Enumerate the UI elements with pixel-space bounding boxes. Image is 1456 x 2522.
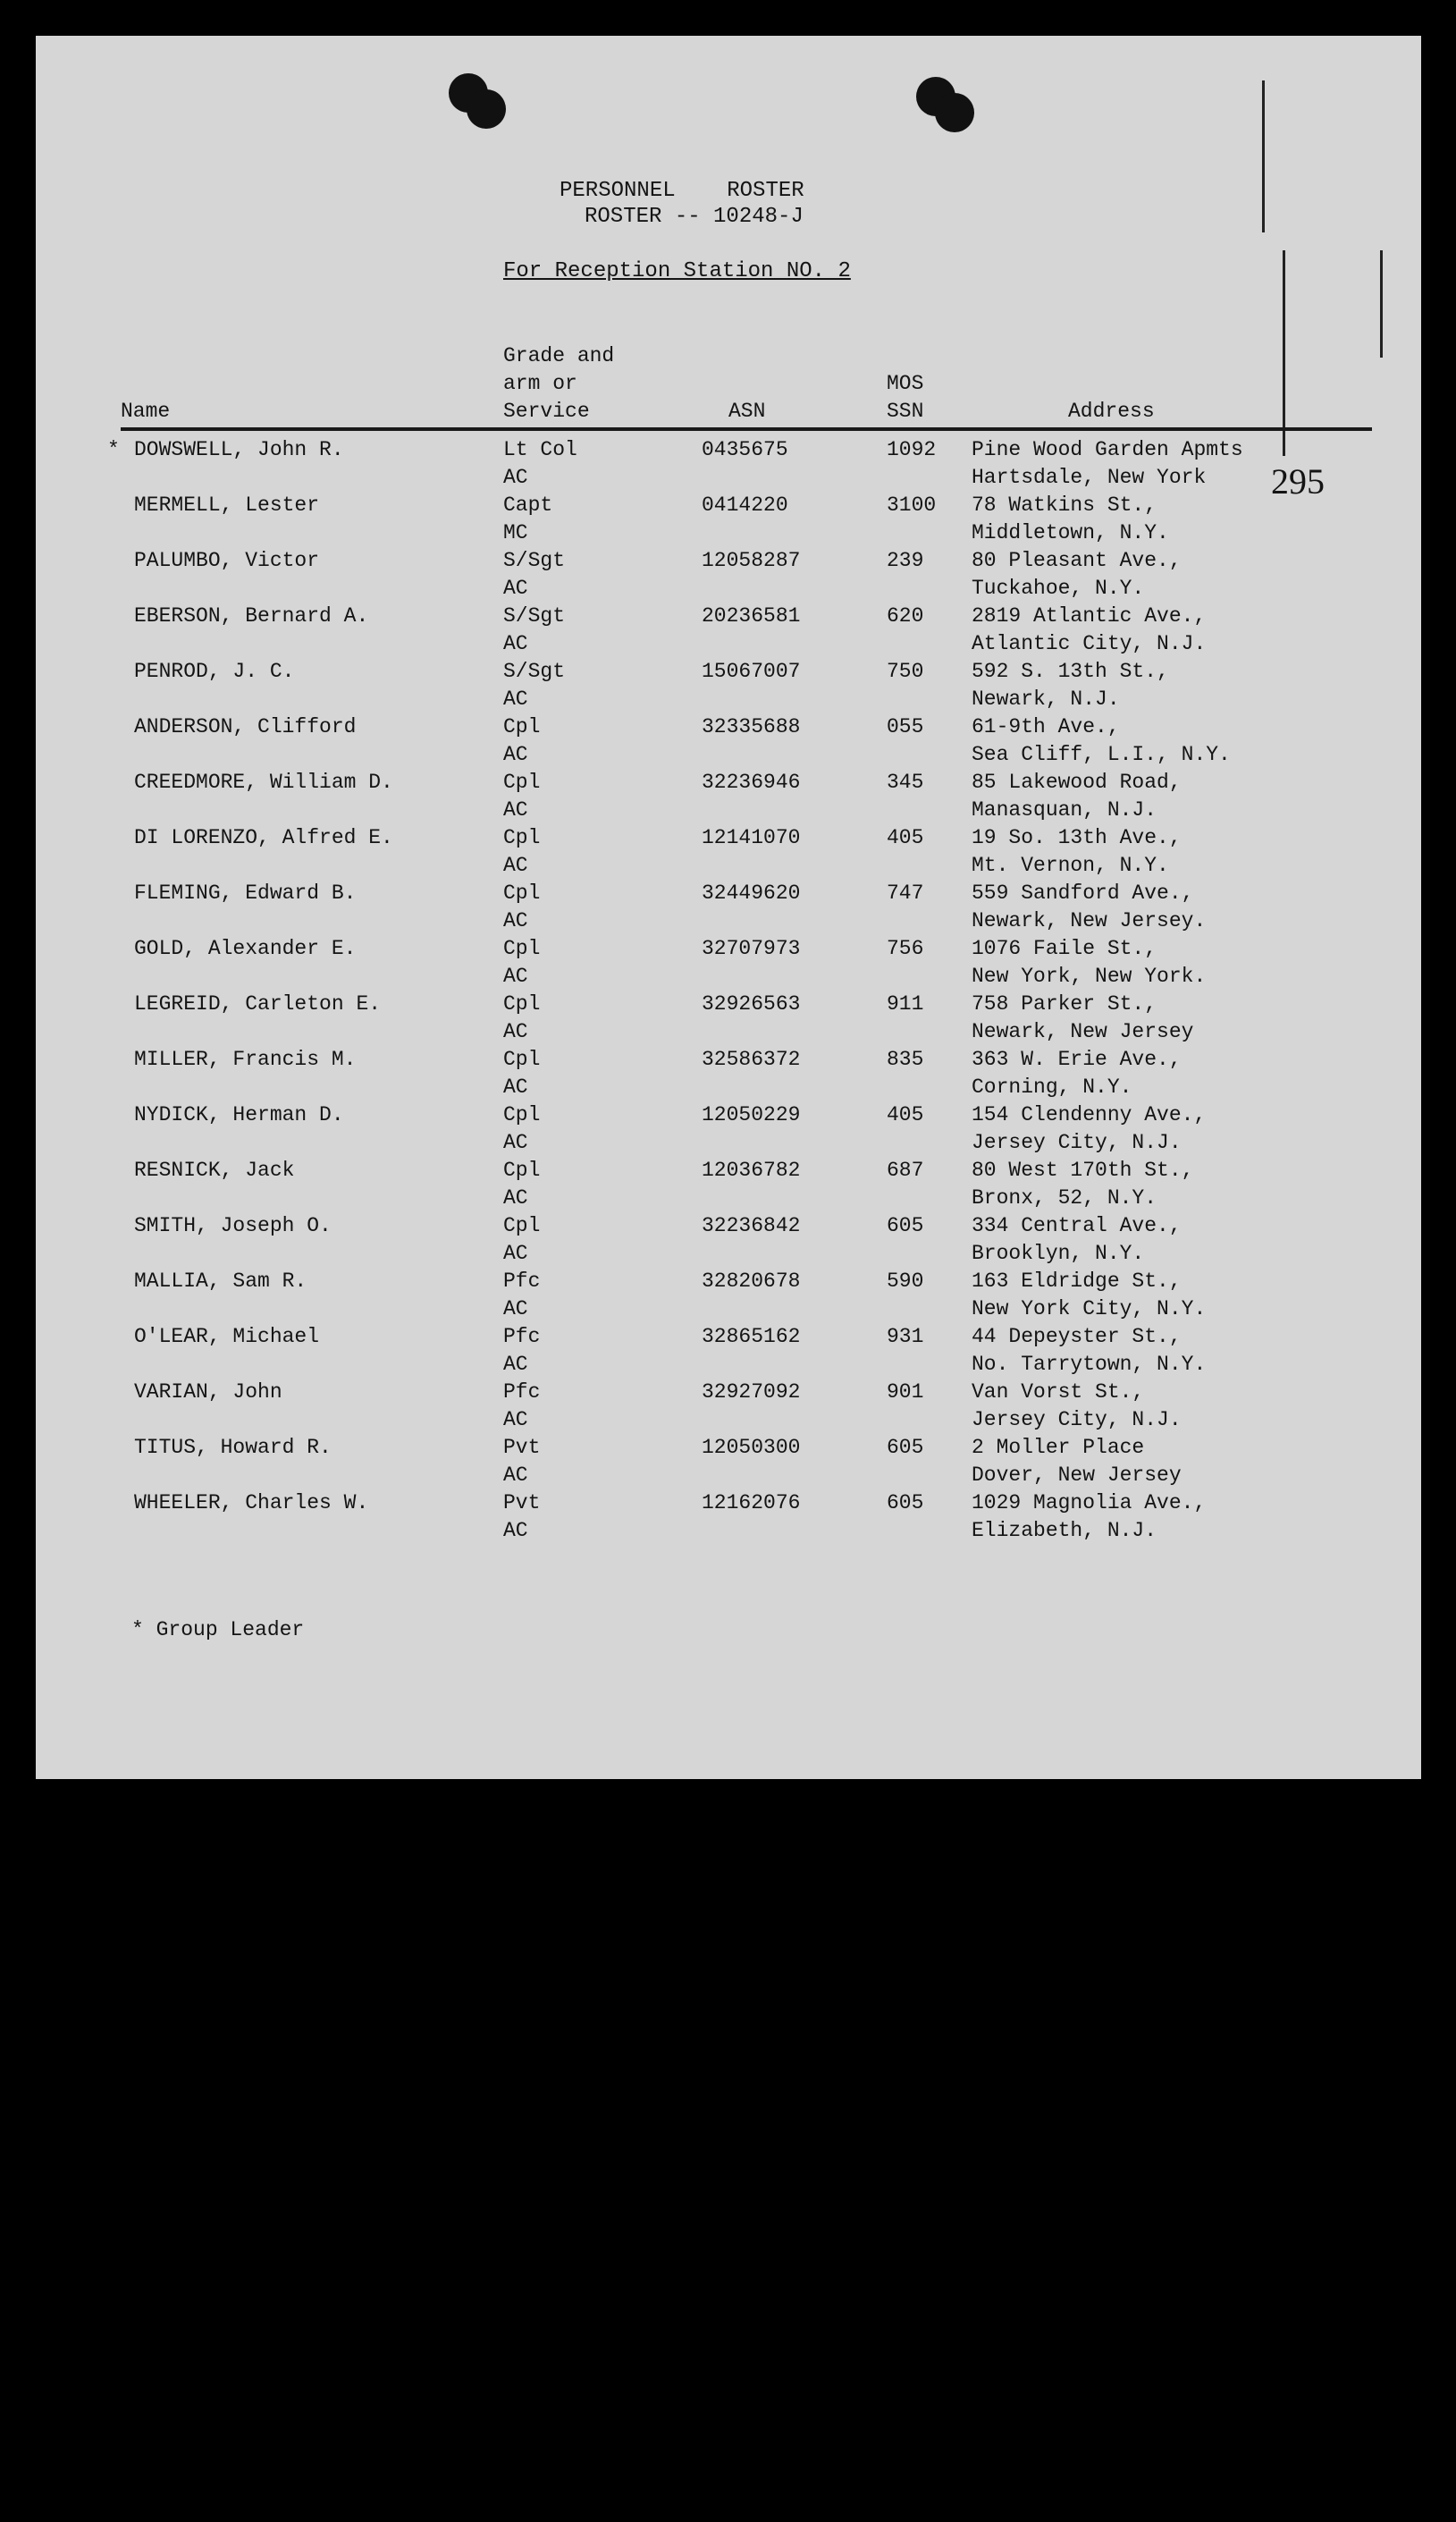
cell-asn: 32586372 (702, 1048, 801, 1071)
cell-address-line2: New York, New York. (972, 965, 1207, 988)
cell-name: LEGREID, Carleton E. (134, 992, 382, 1016)
table-row (36, 1379, 1421, 1434)
cell-asn: 12036782 (702, 1159, 801, 1182)
cell-arm: AC (503, 1131, 528, 1154)
cell-asn: 32926563 (702, 992, 801, 1016)
footnote-group-leader: * Group Leader (131, 1618, 305, 1641)
cell-ssn: 605 (887, 1491, 924, 1514)
cell-grade: Pfc (503, 1380, 541, 1404)
cell-asn: 32236946 (702, 771, 801, 794)
cell-address-line1: Pine Wood Garden Apmts (972, 438, 1243, 461)
table-row (36, 492, 1421, 547)
cell-ssn: 605 (887, 1214, 924, 1237)
cell-name: PALUMBO, Victor (134, 549, 320, 572)
cell-grade: S/Sgt (503, 549, 566, 572)
cell-name: O'LEAR, Michael (134, 1325, 320, 1348)
cell-asn: 32927092 (702, 1380, 801, 1404)
cell-ssn: 239 (887, 549, 924, 572)
table-row (36, 769, 1421, 824)
roster-page (36, 36, 1421, 1779)
cell-name: EBERSON, Bernard A. (134, 604, 369, 628)
cell-grade: Pfc (503, 1325, 541, 1348)
cell-grade: Pvt (503, 1436, 541, 1459)
cell-name: CREEDMORE, William D. (134, 771, 393, 794)
table-row (36, 935, 1421, 991)
table-row (36, 713, 1421, 769)
cell-ssn: 345 (887, 771, 924, 794)
cell-arm: AC (503, 466, 528, 489)
cell-name: TITUS, Howard R. (134, 1436, 332, 1459)
cell-name: RESNICK, Jack (134, 1159, 295, 1182)
table-row (36, 1268, 1421, 1323)
cell-name: SMITH, Joseph O. (134, 1214, 332, 1237)
cell-grade: Cpl (503, 1103, 541, 1126)
header-mos-ssn: MOS SSN (887, 372, 924, 423)
cell-address-line1: 61-9th Ave., (972, 715, 1120, 738)
cell-name: DOWSWELL, John R. (134, 438, 344, 461)
cell-address-line2: Sea Cliff, L.I., N.Y. (972, 743, 1231, 766)
roster-number: ROSTER -- 10248-J (585, 205, 804, 229)
cell-address-line1: 334 Central Ave., (972, 1214, 1182, 1237)
cell-address-line2: Mt. Vernon, N.Y. (972, 854, 1169, 877)
cell-ssn: 605 (887, 1436, 924, 1459)
cell-grade: S/Sgt (503, 604, 566, 628)
table-row (36, 1489, 1421, 1545)
cell-asn: 32707973 (702, 937, 801, 960)
table-row (36, 1101, 1421, 1157)
cell-asn: 32236842 (702, 1214, 801, 1237)
cell-address-line2: Newark, N.J. (972, 687, 1120, 711)
cell-arm: AC (503, 1297, 528, 1320)
edge-mark (1262, 80, 1265, 232)
group-leader-mark: * (107, 438, 120, 461)
cell-asn: 12050229 (702, 1103, 801, 1126)
cell-address-line1: 559 Sandford Ave., (972, 881, 1194, 905)
cell-address-line2: Jersey City, N.J. (972, 1131, 1182, 1154)
cell-address-line1: 2819 Atlantic Ave., (972, 604, 1207, 628)
cell-address-line2: Brooklyn, N.Y. (972, 1242, 1145, 1265)
cell-address-line1: 163 Eldridge St., (972, 1269, 1182, 1293)
cell-name: VARIAN, John (134, 1380, 282, 1404)
cell-arm: AC (503, 1408, 528, 1431)
cell-ssn: 747 (887, 881, 924, 905)
cell-asn: 0435675 (702, 438, 788, 461)
cell-arm: AC (503, 1020, 528, 1043)
cell-ssn: 1092 (887, 438, 937, 461)
header-name: Name (121, 400, 171, 423)
cell-grade: Cpl (503, 937, 541, 960)
cell-arm: AC (503, 1186, 528, 1210)
header-rule (121, 427, 1372, 431)
cell-ssn: 931 (887, 1325, 924, 1348)
cell-ssn: 835 (887, 1048, 924, 1071)
cell-arm: AC (503, 1075, 528, 1099)
table-row (36, 1046, 1421, 1101)
roster-subtitle: For Reception Station NO. 2 (503, 259, 851, 283)
cell-name: NYDICK, Herman D. (134, 1103, 344, 1126)
cell-ssn: 687 (887, 1159, 924, 1182)
cell-name: ANDERSON, Clifford (134, 715, 357, 738)
cell-address-line1: 44 Depeyster St., (972, 1325, 1182, 1348)
cell-grade: Cpl (503, 826, 541, 849)
cell-address-line1: 592 S. 13th St., (972, 660, 1169, 683)
cell-asn: 32865162 (702, 1325, 801, 1348)
cell-name: GOLD, Alexander E. (134, 937, 357, 960)
cell-address-line1: 363 W. Erie Ave., (972, 1048, 1182, 1071)
edge-mark (1283, 250, 1285, 456)
cell-asn: 12141070 (702, 826, 801, 849)
cell-ssn: 405 (887, 1103, 924, 1126)
cell-address-line1: 2 Moller Place (972, 1436, 1145, 1459)
page-number: 295 (1271, 461, 1325, 502)
header-grade: Grade and arm or Service (503, 344, 615, 423)
cell-address-line2: Middletown, N.Y. (972, 521, 1169, 544)
cell-grade: Cpl (503, 1048, 541, 1071)
cell-address-line2: Newark, New Jersey (972, 1020, 1194, 1043)
cell-address-line2: Jersey City, N.J. (972, 1408, 1182, 1431)
cell-asn: 15067007 (702, 660, 801, 683)
cell-name: MILLER, Francis M. (134, 1048, 357, 1071)
cell-name: WHEELER, Charles W. (134, 1491, 369, 1514)
cell-address-line2: Manasquan, N.J. (972, 798, 1157, 822)
cell-address-line2: Elizabeth, N.J. (972, 1519, 1157, 1542)
cell-address-line2: Dover, New Jersey (972, 1463, 1182, 1487)
cell-address-line2: New York City, N.Y. (972, 1297, 1207, 1320)
table-row (36, 1157, 1421, 1212)
table-row (36, 436, 1421, 492)
cell-ssn: 3100 (887, 493, 937, 517)
edge-mark (1380, 250, 1383, 358)
cell-address-line2: Tuckahoe, N.Y. (972, 577, 1145, 600)
table-row (36, 824, 1421, 880)
cell-ssn: 055 (887, 715, 924, 738)
table-row (36, 1434, 1421, 1489)
table-row (36, 603, 1421, 658)
cell-address-line2: Corning, N.Y. (972, 1075, 1132, 1099)
cell-address-line1: 80 Pleasant Ave., (972, 549, 1182, 572)
cell-grade: Cpl (503, 1214, 541, 1237)
cell-address-line1: 1029 Magnolia Ave., (972, 1491, 1207, 1514)
cell-arm: AC (503, 577, 528, 600)
table-row (36, 1212, 1421, 1268)
table-row (36, 658, 1421, 713)
cell-address-line2: Bronx, 52, N.Y. (972, 1186, 1157, 1210)
cell-address-line1: 78 Watkins St., (972, 493, 1157, 517)
cell-asn: 12058287 (702, 549, 801, 572)
cell-ssn: 620 (887, 604, 924, 628)
cell-grade: S/Sgt (503, 660, 566, 683)
cell-grade: Pvt (503, 1491, 541, 1514)
cell-arm: AC (503, 965, 528, 988)
cell-name: MERMELL, Lester (134, 493, 320, 517)
table-row (36, 880, 1421, 935)
cell-address-line1: 80 West 170th St., (972, 1159, 1194, 1182)
cell-arm: AC (503, 1242, 528, 1265)
cell-address-line1: 85 Lakewood Road, (972, 771, 1182, 794)
cell-address-line1: Van Vorst St., (972, 1380, 1145, 1404)
cell-name: MALLIA, Sam R. (134, 1269, 307, 1293)
cell-name: DI LORENZO, Alfred E. (134, 826, 393, 849)
table-row (36, 547, 1421, 603)
cell-asn: 32335688 (702, 715, 801, 738)
cell-grade: Pfc (503, 1269, 541, 1293)
roster-title: PERSONNEL ROSTER (560, 179, 804, 203)
cell-grade: Lt Col (503, 438, 577, 461)
cell-grade: Cpl (503, 771, 541, 794)
cell-arm: AC (503, 743, 528, 766)
cell-asn: 0414220 (702, 493, 788, 517)
cell-arm: AC (503, 909, 528, 932)
cell-ssn: 901 (887, 1380, 924, 1404)
cell-asn: 32820678 (702, 1269, 801, 1293)
cell-address-line2: Newark, New Jersey. (972, 909, 1207, 932)
cell-name: FLEMING, Edward B. (134, 881, 357, 905)
cell-arm: AC (503, 1353, 528, 1376)
cell-ssn: 590 (887, 1269, 924, 1293)
cell-arm: AC (503, 1463, 528, 1487)
punch-hole (935, 93, 974, 132)
cell-grade: Cpl (503, 881, 541, 905)
cell-name: PENROD, J. C. (134, 660, 295, 683)
cell-arm: AC (503, 1519, 528, 1542)
header-asn: ASN (728, 400, 766, 423)
cell-ssn: 911 (887, 992, 924, 1016)
cell-ssn: 756 (887, 937, 924, 960)
header-address: Address (1068, 400, 1155, 423)
cell-ssn: 405 (887, 826, 924, 849)
cell-grade: Cpl (503, 715, 541, 738)
cell-arm: AC (503, 687, 528, 711)
cell-asn: 32449620 (702, 881, 801, 905)
cell-ssn: 750 (887, 660, 924, 683)
cell-address-line1: 154 Clendenny Ave., (972, 1103, 1207, 1126)
cell-grade: Cpl (503, 992, 541, 1016)
cell-arm: AC (503, 854, 528, 877)
cell-arm: AC (503, 798, 528, 822)
cell-asn: 12050300 (702, 1436, 801, 1459)
table-row (36, 991, 1421, 1046)
cell-arm: MC (503, 521, 528, 544)
cell-address-line1: 758 Parker St., (972, 992, 1157, 1016)
cell-address-line2: Hartsdale, New York (972, 466, 1207, 489)
punch-hole (467, 89, 506, 129)
cell-address-line1: 1076 Faile St., (972, 937, 1157, 960)
cell-grade: Cpl (503, 1159, 541, 1182)
cell-asn: 12162076 (702, 1491, 801, 1514)
cell-address-line1: 19 So. 13th Ave., (972, 826, 1182, 849)
cell-address-line2: Atlantic City, N.J. (972, 632, 1207, 655)
cell-arm: AC (503, 632, 528, 655)
cell-grade: Capt (503, 493, 553, 517)
cell-address-line2: No. Tarrytown, N.Y. (972, 1353, 1207, 1376)
cell-asn: 20236581 (702, 604, 801, 628)
table-row (36, 1323, 1421, 1379)
